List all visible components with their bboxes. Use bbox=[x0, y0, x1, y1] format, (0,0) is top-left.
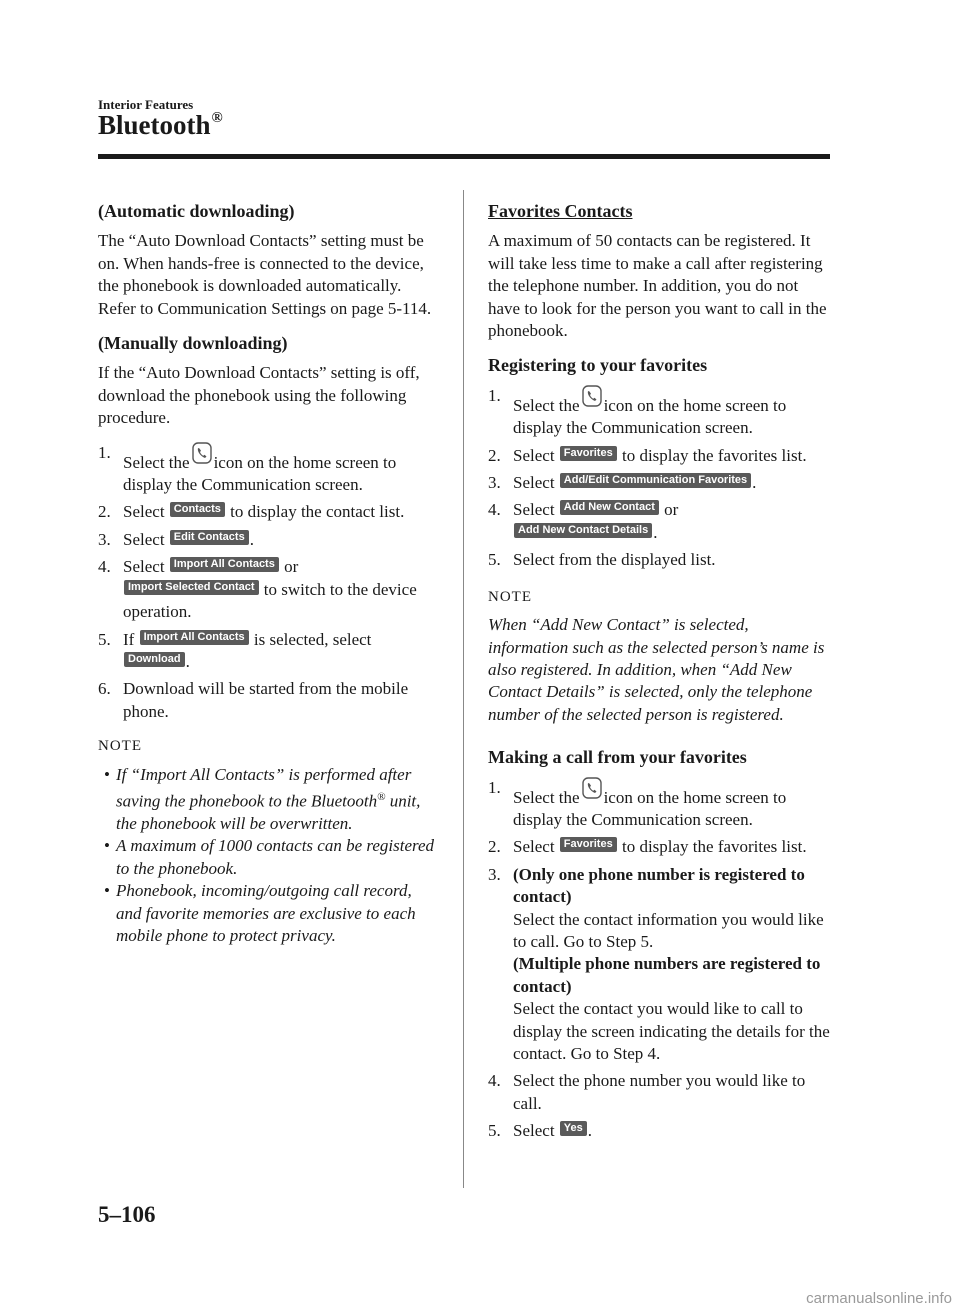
step-number: 5. bbox=[98, 629, 111, 649]
note-label: NOTE bbox=[488, 588, 532, 605]
note-text: When “Add New Contact” is selected, information such as the selected person’s name is also registered. In addition, when “Add New Contact Details” is selected, only the telephone number of the selected person is registered. bbox=[488, 615, 825, 724]
chapter-title: Bluetooth® bbox=[98, 110, 223, 140]
step-item: 2. Select Favorites to display the favorites list. bbox=[488, 445, 830, 467]
favorites-contacts-heading: Favorites Contacts bbox=[488, 201, 633, 221]
note-list bbox=[98, 764, 440, 948]
note-item: • Phonebook, incoming/outgoing call record, and favorite memories are exclusive to each mobile phone to protect privacy. bbox=[104, 881, 416, 946]
step-number: 2. bbox=[98, 502, 111, 522]
phone-icon bbox=[582, 385, 602, 407]
download-button: Download bbox=[124, 652, 185, 667]
manual-download-paragraph: If the “Auto Download Contacts” setting is off, download the phonebook using the following procedure. bbox=[98, 363, 420, 428]
step-number: 2. bbox=[488, 837, 501, 857]
favorites-button: Favorites bbox=[560, 837, 617, 852]
making-call-heading: Making a call from your favorites bbox=[488, 747, 747, 768]
step-item: 3. Select Edit Contacts . bbox=[98, 529, 440, 551]
add-new-contact-button: Add New Contact bbox=[560, 500, 659, 515]
import-selected-contact-button: Import Selected Contact bbox=[124, 580, 259, 595]
step-number: 4. bbox=[488, 500, 501, 520]
step-number: 1. bbox=[488, 385, 501, 405]
auto-download-heading: (Automatic downloading) bbox=[98, 201, 295, 221]
header-rule bbox=[98, 154, 830, 159]
step-number: 1. bbox=[98, 442, 111, 462]
step-number: 6. bbox=[98, 679, 111, 699]
auto-download-paragraph: The “Auto Download Contacts” setting must be on. When hands-free is connected to the device, the phonebook is downloaded automatically. bbox=[98, 231, 424, 296]
step-item: 4. Select Import All Contacts or Import Selected Contact to switch to the device operation. bbox=[98, 557, 417, 622]
step-number: 3. bbox=[98, 529, 111, 549]
step-item: 2. Select Favorites to display the favorites list. bbox=[488, 836, 830, 858]
note-label: NOTE bbox=[98, 738, 142, 755]
step-number: 4. bbox=[98, 557, 111, 577]
import-all-contacts-button: Import All Contacts bbox=[140, 630, 249, 645]
right-column bbox=[488, 200, 830, 1153]
step-number: 3. bbox=[488, 473, 501, 493]
step-item: 3. Select Add/Edit Communication Favorites . bbox=[488, 472, 830, 494]
manual-download-steps bbox=[98, 442, 440, 723]
step-number: 5. bbox=[488, 550, 501, 570]
step-item: 1. Select the icon on the home screen to display the Communication screen. bbox=[488, 777, 787, 829]
watermark: carmanualsonline.info bbox=[806, 1290, 952, 1307]
section-label: Interior Features bbox=[98, 97, 194, 112]
step-item: 5. Select Yes . bbox=[488, 1120, 830, 1142]
registering-favorites-heading: Registering to your favorites bbox=[488, 355, 708, 376]
contacts-button: Contacts bbox=[170, 502, 225, 517]
step-item: 1. Select the icon on the home screen to display the Communication screen. bbox=[98, 442, 397, 495]
step-item bbox=[488, 864, 830, 1066]
step-item: 4. Select Add New Contact or Add New Contact Details . bbox=[488, 500, 679, 542]
step-number: 2. bbox=[488, 445, 501, 465]
phone-icon bbox=[582, 777, 602, 799]
page-number: 5–106 bbox=[98, 1202, 156, 1227]
import-all-contacts-button: Import All Contacts bbox=[170, 557, 279, 572]
favorites-button: Favorites bbox=[560, 446, 617, 461]
add-new-contact-details-button: Add New Contact Details bbox=[514, 523, 652, 538]
step-number: 4. bbox=[488, 1071, 501, 1091]
note-item: • A maximum of 1000 contacts can be registered to the phonebook. bbox=[104, 836, 435, 878]
step-number: 5. bbox=[488, 1121, 501, 1141]
substep-heading: (Only one phone number is registered to contact) bbox=[513, 864, 805, 907]
left-column bbox=[98, 200, 440, 947]
step-item: 2. Select Contacts to display the contact list. bbox=[98, 501, 440, 523]
add-edit-communication-favorites-button: Add/Edit Communication Favorites bbox=[560, 473, 751, 488]
registering-steps bbox=[488, 385, 830, 572]
auto-download-reference: Refer to Communication Settings on page 5-114. bbox=[98, 298, 432, 318]
step-item: 5. If Import All Contacts is selected, select Download . bbox=[98, 629, 372, 671]
substep-text: Select the contact you would like to call to display the screen indicating the details for the contact. Go to Step 4. bbox=[513, 999, 830, 1063]
step-item: 5. Select from the displayed list. bbox=[488, 549, 830, 571]
note-item: • If “Import All Contacts” is performed after saving the phonebook to the Bluetooth® unit, the phonebook will be overwritten. bbox=[104, 764, 421, 833]
manual-download-heading: (Manually downloading) bbox=[98, 333, 288, 354]
step-number: 1. bbox=[488, 777, 501, 797]
column-divider bbox=[463, 190, 464, 1188]
favorites-paragraph: A maximum of 50 contacts can be registered. It will take less time to make a call after registering the telephone number. In addition, you do not have to look for the person you want to call in the phonebook. bbox=[488, 231, 827, 341]
making-call-steps bbox=[488, 777, 830, 1143]
step-item: 1. Select the icon on the home screen to display the Communication screen. bbox=[488, 385, 787, 438]
step-item: 6. Download will be started from the mobile phone. bbox=[98, 679, 409, 721]
edit-contacts-button: Edit Contacts bbox=[170, 530, 249, 545]
step-item: 4. Select the phone number you would like to call. bbox=[488, 1071, 806, 1113]
registered-mark: ® bbox=[211, 110, 223, 126]
phone-icon bbox=[192, 442, 212, 464]
substep-text: Select the contact information you would like to call. Go to Step 5. bbox=[513, 909, 824, 951]
yes-button: Yes bbox=[560, 1121, 587, 1136]
substep-heading: (Multiple phone numbers are registered to contact) bbox=[513, 954, 821, 996]
step-number: 3. bbox=[488, 864, 501, 884]
